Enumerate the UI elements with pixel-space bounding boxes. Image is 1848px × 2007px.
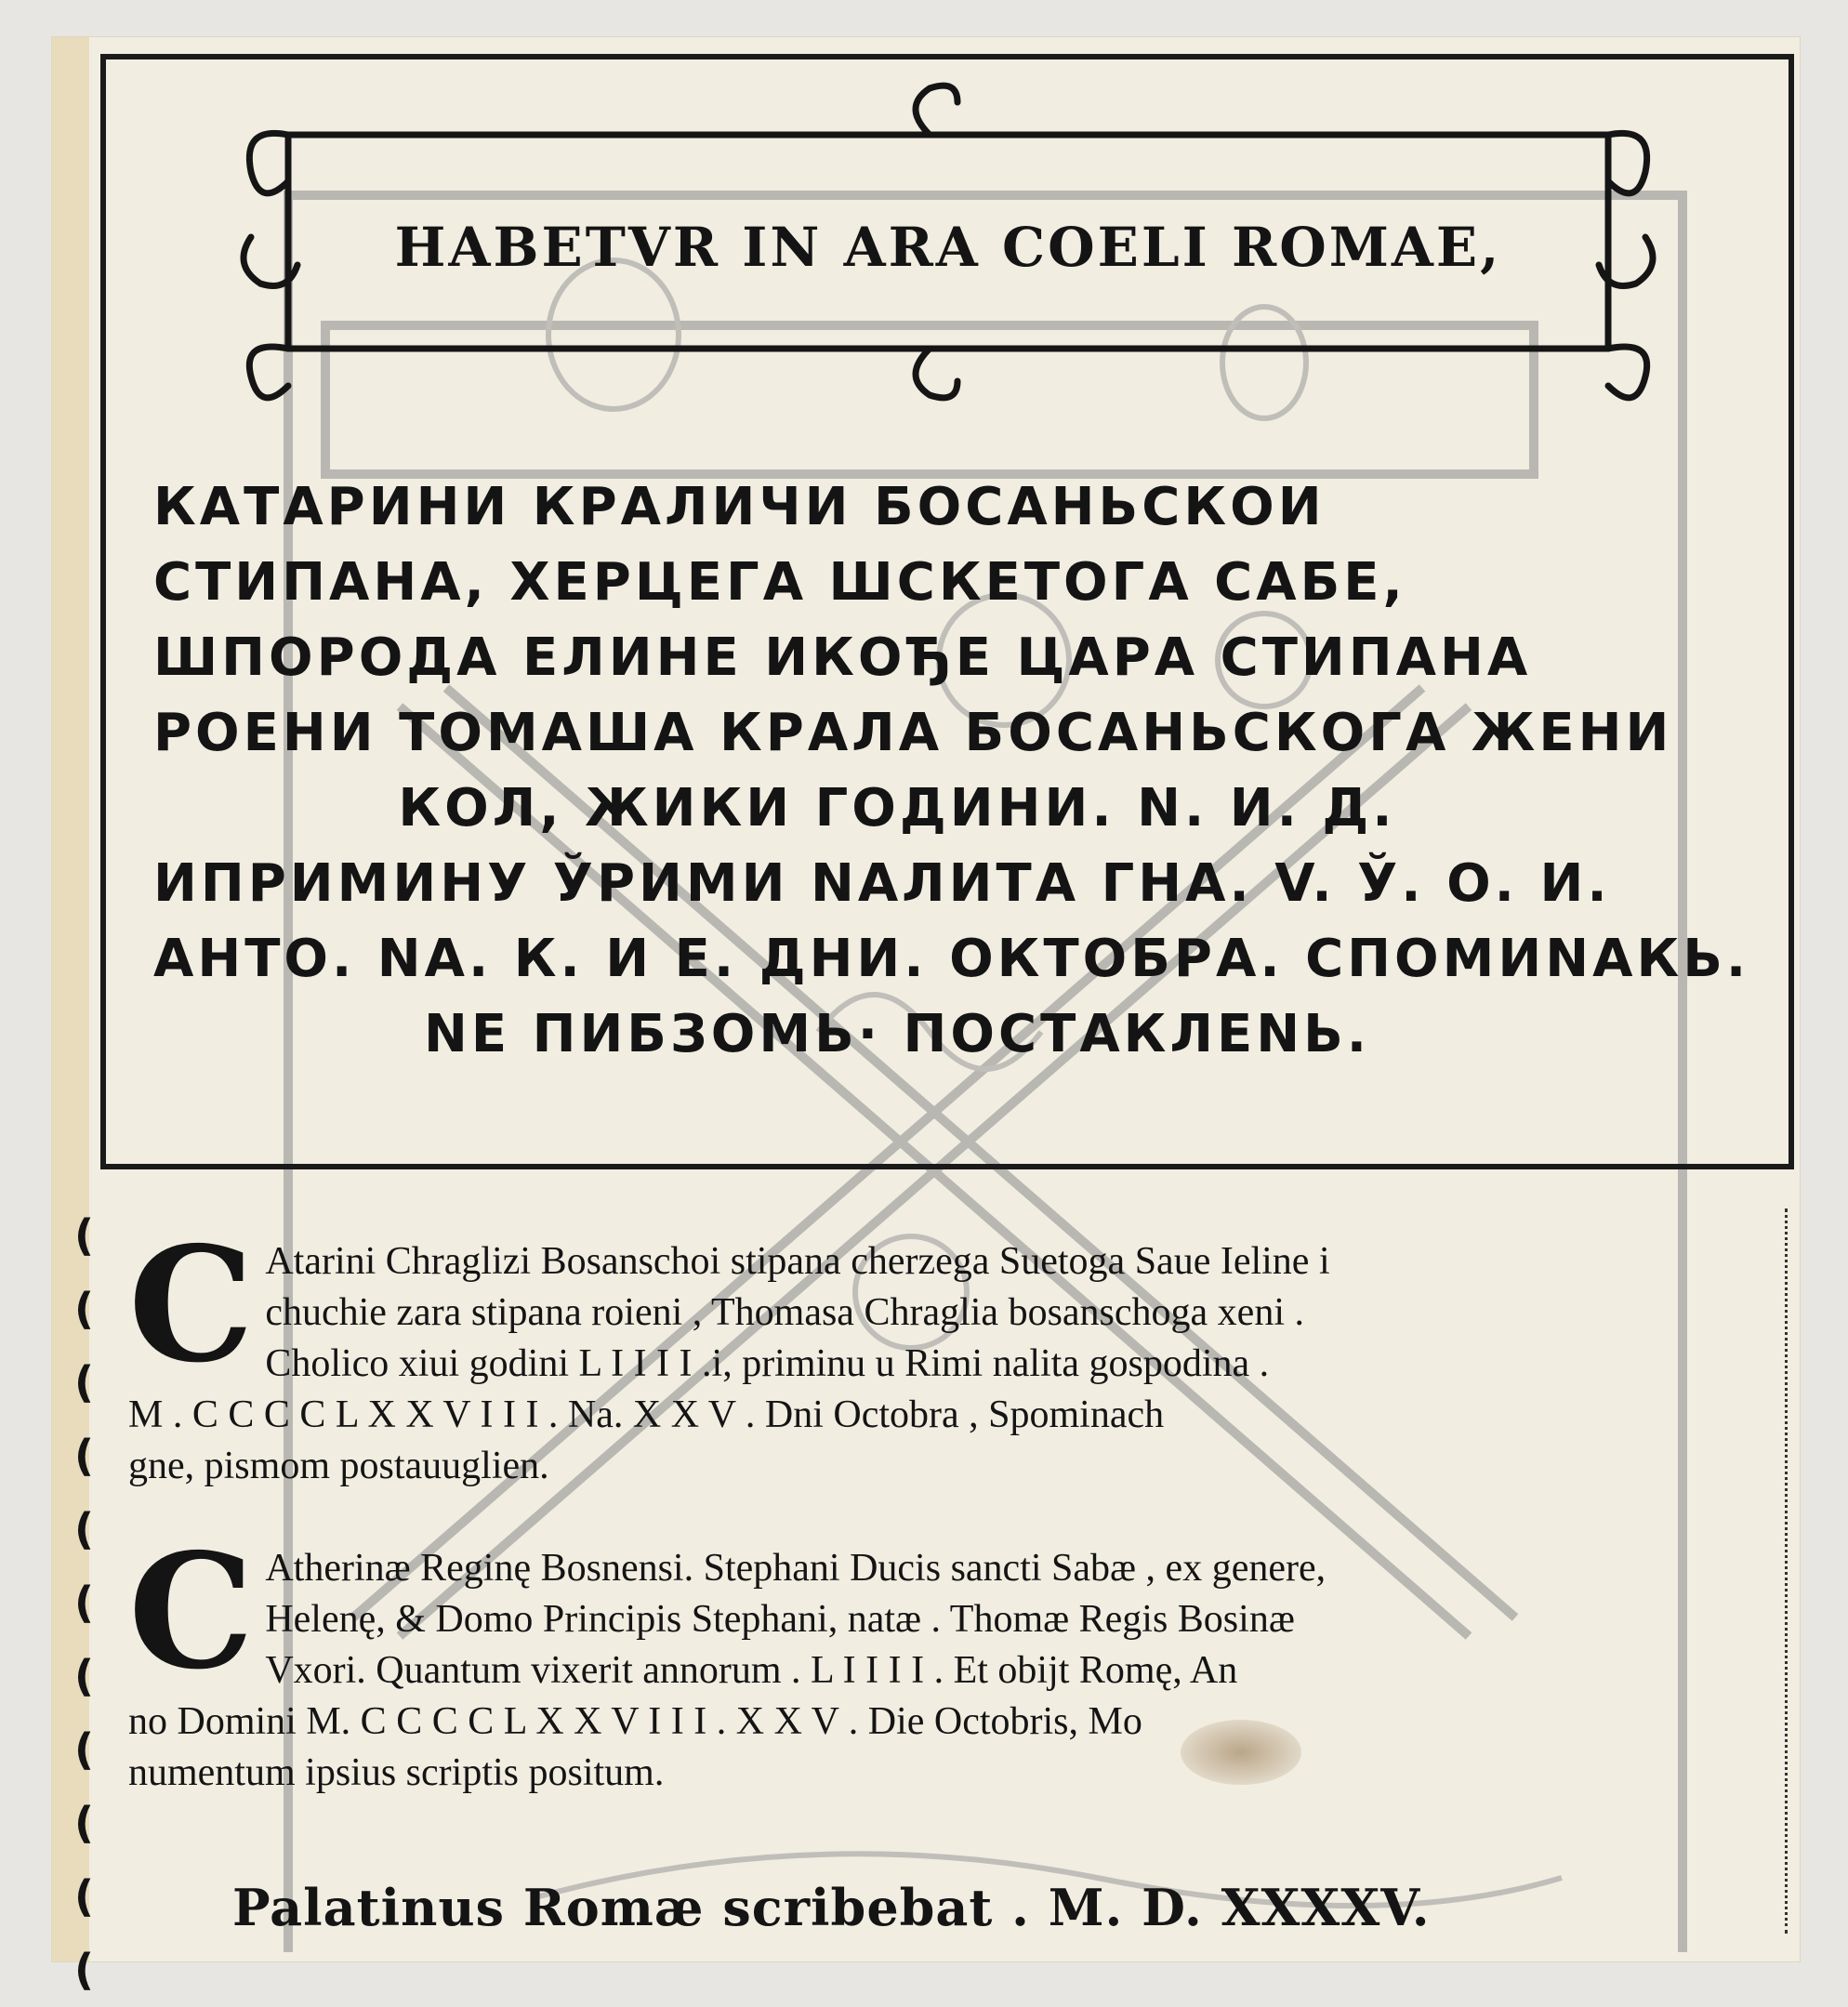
margin-mark: ( [74, 1651, 95, 1701]
latin-transliteration [128, 1212, 1764, 1492]
margin-mark: ( [74, 1431, 95, 1481]
cyrillic-line: СТИПАНА, ХЕРЦЕГА ШСКЕТОГА САБЕ, [153, 552, 1406, 613]
cyrillic-inscription [153, 469, 1752, 1072]
margin-mark: ( [74, 1284, 95, 1334]
header-title: HABETVR IN ARA COELI ROMAE, [394, 216, 1502, 279]
cyrillic-line: АНТО. NА. К. И Е. ДНИ. ОКТОБРА. СПОМИNАКЬ. [153, 929, 1750, 989]
margin-mark: ( [74, 1724, 95, 1775]
latin-line: Helenę, & Domo Principis Stephani, natæ . Thomæ Regis Bosinæ [265, 1598, 1295, 1641]
margin-mark: ( [74, 1357, 95, 1407]
cyrillic-line: ИПРИМИНУ ЎРИМИ NАЛИТА ГНА. V. Ў. О. И. [153, 853, 1611, 914]
transliteration-line: gne, pismom postauuglien. [128, 1445, 549, 1487]
transliteration-line: chuchie zara stipana roieni , Thomasa Chraglia bosanschoga xeni . [265, 1291, 1304, 1334]
drop-cap: C [128, 1519, 255, 1705]
transliteration-line: Cholico xiui godini L I I I I .i, priminu u Rimi nalita gospodina . [265, 1342, 1270, 1385]
latin-line: Atherinæ Reginę Bosnensi. Stephani Ducis sancti Sabæ , ex genere, [265, 1547, 1327, 1590]
margin-mark: ( [74, 1504, 95, 1554]
margin-parentheses [74, 1199, 112, 2007]
latin-text [128, 1519, 1764, 1799]
margin-mark: ( [74, 1798, 95, 1848]
cyrillic-line: КОЛ, ЖИКИ ГОДИНИ. Ν. И. Д. [398, 778, 1396, 838]
latin-line: numentum ipsius scriptis positum. [128, 1751, 665, 1794]
margin-mark: ( [74, 1945, 95, 1995]
margin-mark: ( [74, 1871, 95, 1921]
paper-stain [1181, 1720, 1301, 1785]
colophon: Palatinus Romæ scribebat . M. D. XXXXV. [232, 1878, 1431, 1937]
latin-line: no Domini M. C C C C L X X V I I I . X X V . Die Octobris, Mo [128, 1700, 1142, 1743]
transliteration-line: M . C C C C L X X V I I I . Na. X X V . Dni Octobra , Spominach [128, 1393, 1165, 1436]
cyrillic-line: РОЕНИ ТОМАША КРАЛА БОСАНЬСКОГА ЖЕНИ [153, 703, 1673, 763]
margin-mark: ( [74, 1210, 95, 1261]
right-margin-dots [1785, 1208, 1806, 1934]
margin-mark: ( [74, 1578, 95, 1628]
cyrillic-line: КАТАРИНИ КРАЛИЧИ БОСАНЬСКОИ [153, 477, 1326, 537]
drop-cap: C [128, 1212, 255, 1398]
transliteration-line: Atarini Chraglizi Bosanschoi stipana cherzega Suetoga Saue Ieline i [265, 1240, 1330, 1283]
latin-line: Vxori. Quantum vixerit annorum . L I I I I . Et obijt Romę, An [265, 1649, 1238, 1692]
cyrillic-line: ШПОРОДА ЕЛИНЕ ИКОЂЕ ЦАРА СТИПАНА [153, 627, 1532, 688]
cyrillic-line: NЕ ПИБЗОМЬ· ПОСТАКЛЕNЬ. [423, 1004, 1371, 1064]
